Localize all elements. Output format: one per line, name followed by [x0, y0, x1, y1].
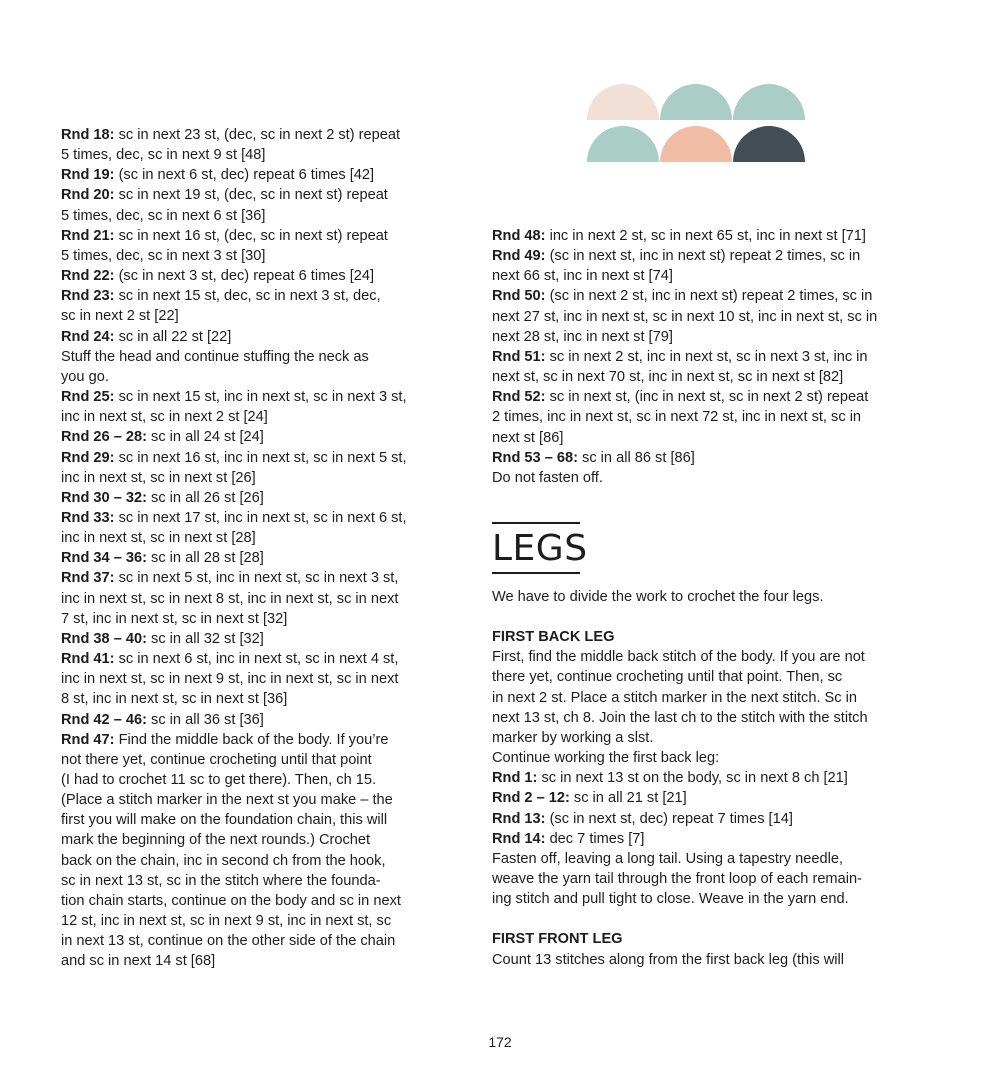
instruction-text: Count 13 stitches along from the first back leg (this will	[492, 951, 845, 968]
text-line	[492, 869, 942, 889]
instruction-text: first you will make on the foundation chain, this will	[61, 812, 388, 829]
instruction-text: Continue working the first back leg:	[492, 750, 720, 767]
text-line	[61, 750, 471, 770]
round-label: Rnd 13:	[492, 810, 546, 827]
instruction-text: sc in all 36 st [36]	[146, 711, 264, 728]
instruction-text: mark the beginning of the next rounds.) Crochet	[61, 832, 371, 849]
round-label: Rnd 24:	[61, 328, 115, 345]
semicircle-5	[660, 126, 732, 162]
heading-rule-bottom	[492, 572, 580, 574]
instruction-text: (sc in next st, dec) repeat 7 times [14]	[545, 810, 793, 827]
instruction-text: sc in all 26 st [26]	[146, 489, 264, 506]
instruction-text: sc in all 32 st [32]	[146, 630, 264, 647]
instruction-text: First, find the middle back stitch of the body. If you are not	[492, 649, 865, 666]
text-line	[492, 266, 942, 286]
semicircle-2	[660, 84, 732, 120]
text-line	[492, 688, 942, 708]
text-line	[61, 548, 471, 568]
instruction-text: next 27 st, inc in next st, sc in next 10 st, inc in next st, sc in	[492, 308, 878, 325]
text-line	[492, 347, 942, 367]
instruction-text: Fasten off, leaving a long tail. Using a tapestry needle,	[492, 850, 844, 867]
first-back-leg-title: FIRST BACK LEG	[492, 629, 615, 646]
instruction-text: sc in next 16 st, (dec, sc in next st) repeat	[114, 227, 388, 244]
instruction-text: sc in next 13 st on the body, sc in next 8 ch [21]	[537, 770, 848, 787]
text-line	[61, 851, 471, 871]
instruction-text: ing stitch and pull tight to close. Weave in the yarn end.	[492, 891, 849, 908]
text-line	[492, 246, 942, 266]
instruction-text: sc in next 2 st, inc in next st, sc in next 3 st, inc in	[545, 348, 868, 365]
text-line	[61, 286, 471, 306]
instruction-text: sc in next 16 st, inc in next st, sc in next 5 st,	[114, 449, 407, 466]
decorative-semicircles	[583, 80, 809, 166]
text-line	[61, 468, 471, 488]
instruction-text: sc in next 15 st, dec, sc in next 3 st, dec,	[114, 288, 381, 305]
round-label: Rnd 30 – 32:	[61, 489, 147, 506]
text-line	[492, 286, 942, 306]
instruction-text: inc in next st, sc in next 9 st, inc in next st, sc in next	[61, 671, 399, 688]
round-label: Rnd 18:	[61, 127, 115, 143]
instruction-text: 5 times, dec, sc in next 9 st [48]	[61, 147, 266, 164]
round-label: Rnd 29:	[61, 449, 115, 466]
text-line	[61, 790, 471, 810]
instruction-text: Stuff the head and continue stuffing the neck as	[61, 348, 369, 365]
text-line	[61, 609, 471, 629]
round-label: Rnd 49:	[492, 248, 546, 265]
instruction-text: 7 st, inc in next st, sc in next st [32]	[61, 610, 288, 627]
text-line	[61, 810, 471, 830]
instruction-text: Do not fasten off.	[492, 469, 603, 486]
text-line	[61, 689, 471, 709]
instruction-text: back on the chain, inc in second ch from the hook,	[61, 852, 386, 869]
instruction-text: next 28 st, inc in next st [79]	[492, 328, 673, 345]
instruction-text: marker by working a slst.	[492, 729, 654, 746]
first-front-leg-body	[492, 950, 942, 970]
instruction-text: next 13 st, ch 8. Join the last ch to the stitch with the stitch	[492, 709, 868, 726]
instruction-text: sc in next 15 st, inc in next st, sc in next 3 st,	[114, 389, 407, 406]
instruction-text: (sc in next 6 st, dec) repeat 6 times [42]	[114, 167, 375, 184]
text-line	[61, 669, 471, 689]
round-label: Rnd 38 – 40:	[61, 630, 147, 647]
text-line	[61, 770, 471, 790]
instruction-text: (I had to crochet 11 sc to get there). Then, ch 15.	[61, 772, 377, 788]
semicircle-6	[733, 126, 805, 162]
semicircle-1	[587, 84, 659, 120]
instruction-text: sc in next 19 st, (dec, sc in next st) repeat	[114, 187, 388, 204]
instruction-text: in next 2 st. Place a stitch marker in the next stitch. Sc in	[492, 689, 858, 706]
semicircle-3	[733, 84, 805, 120]
round-label: Rnd 1:	[492, 770, 538, 787]
instruction-text: (Place a stitch marker in the next st you make – the	[61, 792, 393, 809]
left-column	[61, 125, 471, 972]
instruction-text: sc in all 28 st [28]	[146, 550, 264, 567]
round-label: Rnd 52:	[492, 389, 546, 406]
text-line	[61, 508, 471, 528]
text-line	[61, 488, 471, 508]
instruction-text: 5 times, dec, sc in next 6 st [36]	[61, 207, 266, 224]
round-label: Rnd 2 – 12:	[492, 790, 570, 807]
text-line	[492, 889, 942, 909]
instruction-text: sc in next 2 st [22]	[61, 308, 179, 325]
text-line	[492, 647, 942, 667]
text-line	[61, 568, 471, 588]
text-line	[61, 246, 471, 266]
instruction-text: next st, sc in next 70 st, inc in next st, sc in next st [82]	[492, 369, 844, 386]
round-label: Rnd 34 – 36:	[61, 550, 147, 567]
instruction-text: and sc in next 14 st [68]	[61, 953, 216, 970]
text-line	[61, 125, 471, 145]
instruction-text: you go.	[61, 368, 109, 385]
text-line	[61, 448, 471, 468]
section-heading: LEGS	[492, 528, 588, 569]
text-line	[61, 931, 471, 951]
round-label: Rnd 25:	[61, 389, 115, 406]
text-line	[61, 387, 471, 407]
instruction-text: (sc in next st, inc in next st) repeat 2 times, sc in	[545, 248, 861, 265]
first-front-leg-title: FIRST FRONT LEG	[492, 931, 623, 948]
instruction-text: sc in all 24 st [24]	[146, 429, 264, 446]
instruction-text: next 66 st, inc in next st [74]	[492, 268, 673, 285]
round-label: Rnd 50:	[492, 288, 546, 305]
text-line	[61, 407, 471, 427]
text-line	[492, 387, 942, 407]
text-line	[61, 629, 471, 649]
round-label: Rnd 33:	[61, 509, 115, 526]
text-line	[61, 145, 471, 165]
instruction-text: sc in next 17 st, inc in next st, sc in next 6 st,	[114, 509, 407, 526]
round-label: Rnd 21:	[61, 227, 115, 244]
instruction-text: (sc in next 2 st, inc in next st) repeat 2 times, sc in	[545, 288, 873, 305]
instruction-text: inc in next st, sc in next st [26]	[61, 469, 256, 486]
instruction-text: dec 7 times [7]	[545, 830, 645, 847]
text-line	[61, 649, 471, 669]
text-line	[61, 730, 471, 750]
text-line	[492, 667, 942, 687]
instruction-text: 5 times, dec, sc in next 3 st [30]	[61, 247, 266, 264]
instruction-text: inc in next st, sc in next st [28]	[61, 530, 256, 547]
round-label: Rnd 23:	[61, 288, 115, 305]
instruction-text: 12 st, inc in next st, sc in next 9 st, inc in next st, sc	[61, 913, 392, 930]
first-back-leg-body	[492, 647, 942, 909]
instruction-text: sc in next 6 st, inc in next st, sc in next 4 st,	[114, 651, 399, 668]
text-line	[61, 206, 471, 226]
instruction-text: Find the middle back of the body. If you’re	[114, 731, 389, 748]
text-line	[492, 748, 942, 768]
text-line	[61, 871, 471, 891]
round-label: Rnd 47:	[61, 731, 115, 748]
text-line	[492, 950, 942, 970]
text-line	[492, 407, 942, 427]
text-line	[61, 367, 471, 387]
instruction-text: there yet, continue crocheting until that point. Then, sc	[492, 669, 843, 686]
text-line	[492, 468, 942, 488]
text-line	[61, 185, 471, 205]
instruction-text: inc in next st, sc in next 8 st, inc in next st, sc in next	[61, 590, 399, 607]
instruction-text: sc in next 23 st, (dec, sc in next 2 st) repeat	[114, 127, 401, 143]
legs-intro: We have to divide the work to crochet the four legs.	[492, 589, 824, 605]
round-label: Rnd 14:	[492, 830, 546, 847]
instruction-text: 2 times, inc in next st, sc in next 72 st, inc in next st, sc in	[492, 409, 862, 426]
instruction-text: inc in next st, sc in next 2 st [24]	[61, 409, 268, 426]
text-line	[492, 327, 942, 347]
text-line	[492, 788, 942, 808]
text-line	[492, 226, 942, 246]
text-line	[492, 768, 942, 788]
instruction-text: (sc in next 3 st, dec) repeat 6 times [24]	[114, 268, 375, 285]
round-label: Rnd 37:	[61, 570, 115, 587]
text-line	[61, 891, 471, 911]
text-line	[61, 427, 471, 447]
text-line	[61, 830, 471, 850]
text-line	[61, 306, 471, 326]
instruction-text: not there yet, continue crocheting until that point	[61, 751, 372, 768]
instruction-text: sc in all 86 st [86]	[577, 449, 695, 466]
text-line	[61, 266, 471, 286]
round-label: Rnd 19:	[61, 167, 115, 184]
text-line	[492, 728, 942, 748]
text-line	[61, 528, 471, 548]
instruction-text: sc in next 5 st, inc in next st, sc in next 3 st,	[114, 570, 399, 587]
round-label: Rnd 51:	[492, 348, 546, 365]
text-line	[492, 448, 942, 468]
text-line	[61, 226, 471, 246]
instruction-text: sc in next 13 st, sc in the stitch where the founda-	[61, 872, 381, 889]
text-line	[61, 911, 471, 931]
text-line	[61, 589, 471, 609]
round-label: Rnd 48:	[492, 228, 546, 244]
round-label: Rnd 42 – 46:	[61, 711, 147, 728]
instruction-text: weave the yarn tail through the front loop of each remain-	[492, 871, 862, 888]
text-line	[492, 829, 942, 849]
text-line	[492, 809, 942, 829]
round-label: Rnd 22:	[61, 268, 115, 285]
text-line	[61, 327, 471, 347]
page-number: 172	[488, 1034, 512, 1050]
text-line	[492, 307, 942, 327]
text-line	[492, 708, 942, 728]
text-line	[61, 951, 471, 971]
text-line	[61, 710, 471, 730]
text-line	[492, 367, 942, 387]
round-label: Rnd 26 – 28:	[61, 429, 147, 446]
semicircle-4	[587, 126, 659, 162]
legs-section	[492, 522, 942, 970]
text-line	[61, 165, 471, 185]
instruction-text: next st [86]	[492, 429, 564, 446]
right-column-rounds	[492, 226, 942, 488]
round-label: Rnd 41:	[61, 651, 115, 668]
heading-rule-top	[492, 522, 580, 524]
instruction-text: sc in all 21 st [21]	[569, 790, 687, 807]
instruction-text: sc in all 22 st [22]	[114, 328, 232, 345]
instruction-text: 8 st, inc in next st, sc in next st [36]	[61, 691, 288, 708]
round-label: Rnd 20:	[61, 187, 115, 204]
instruction-text: sc in next st, (inc in next st, sc in next 2 st) repeat	[545, 389, 869, 406]
instruction-text: in next 13 st, continue on the other side of the chain	[61, 933, 396, 950]
instruction-text: tion chain starts, continue on the body and sc in next	[61, 892, 401, 909]
text-line	[492, 428, 942, 448]
instruction-text: inc in next 2 st, sc in next 65 st, inc in next st [71]	[545, 228, 866, 244]
text-line	[61, 347, 471, 367]
round-label: Rnd 53 – 68:	[492, 449, 578, 466]
text-line	[492, 849, 942, 869]
